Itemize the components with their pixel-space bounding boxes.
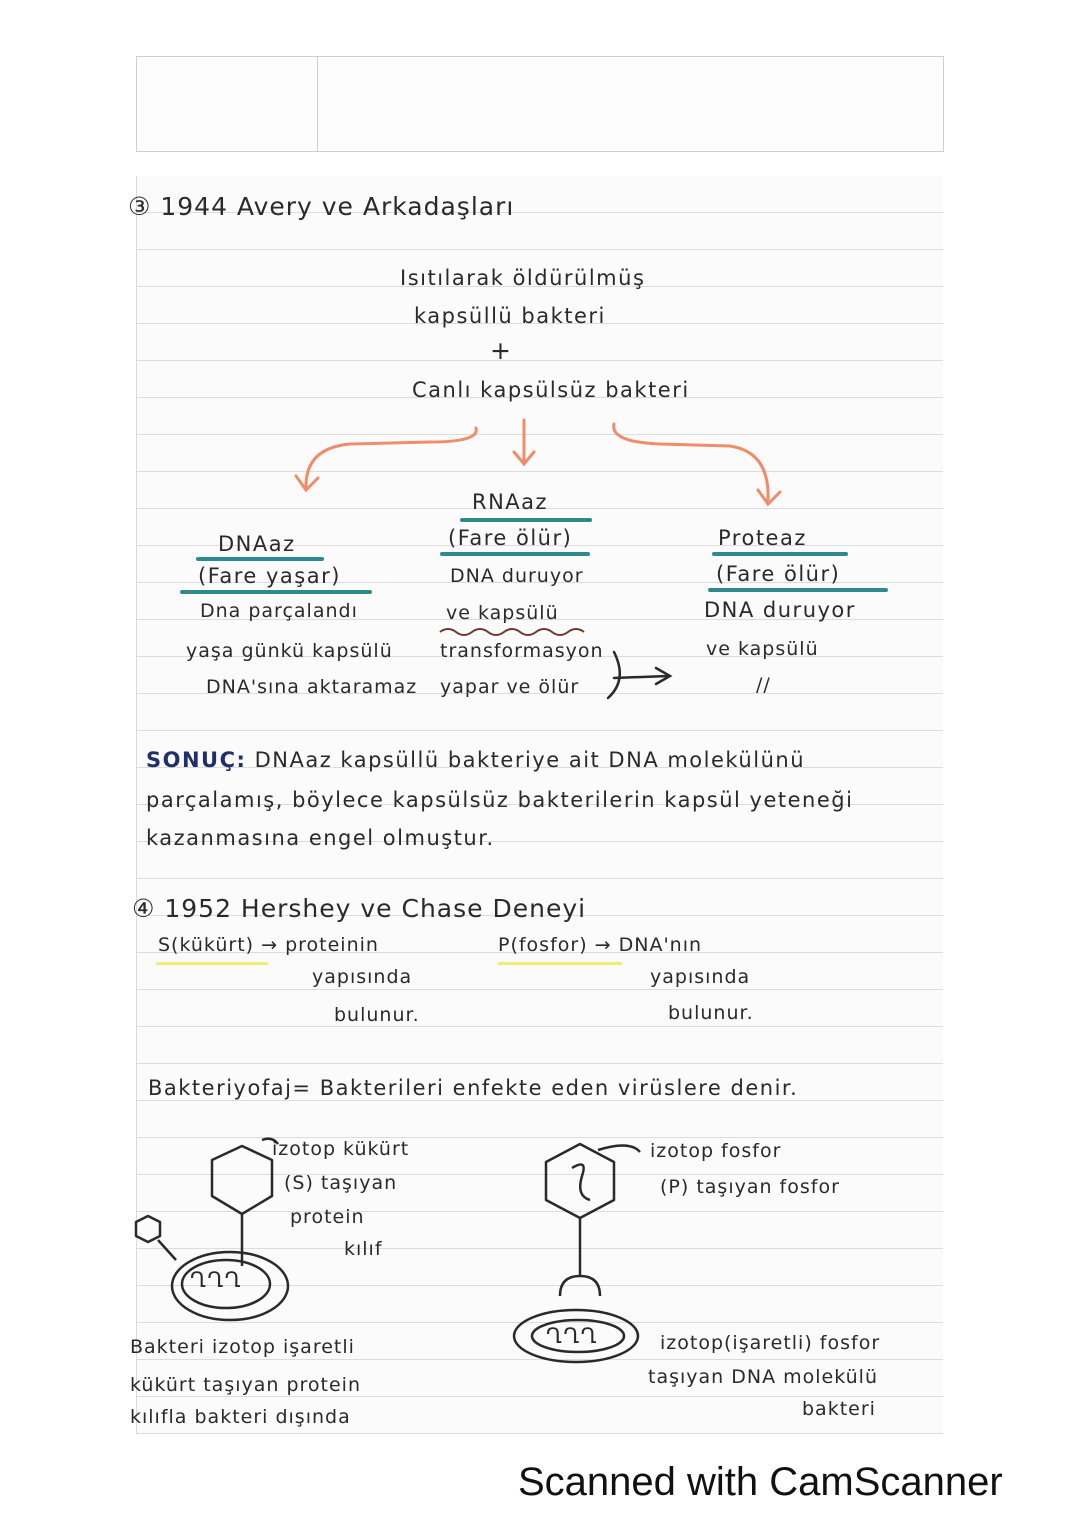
proteaz-result: (Fare ölür) bbox=[716, 562, 841, 586]
right-inner: ՂՂՂ bbox=[546, 1324, 598, 1348]
setup-plus: + bbox=[490, 336, 512, 365]
left-label1: izotop kükürt bbox=[272, 1138, 410, 1160]
scanner-watermark: Scanned with CamScanner bbox=[518, 1460, 1003, 1504]
right-caption2: taşıyan DNA molekülü bbox=[648, 1366, 879, 1388]
left-phage-head bbox=[212, 1146, 272, 1214]
conclusion-line2: parçalamış, böylece kapsülsüz bakterilerin kapsül yeteneği bbox=[146, 788, 854, 812]
bacteriophage-definition: Bakteriyofaj= Bakterileri enfekte eden virüslere denir. bbox=[148, 1076, 799, 1100]
left-caption3: kılıfla bakteri dışında bbox=[130, 1406, 351, 1428]
arrow-left bbox=[306, 428, 476, 488]
conclusion-label: SONUÇ: bbox=[146, 748, 247, 772]
dnaaz-label: DNAaz bbox=[218, 532, 296, 556]
transformation-arrow bbox=[608, 652, 670, 698]
left-label2: (S) taşıyan bbox=[284, 1172, 398, 1194]
setup-line1: Isıtılarak öldürülmüş bbox=[400, 266, 646, 290]
arrow-right bbox=[614, 424, 768, 500]
section4-title: ④ 1952 Hershey ve Chase Deneyi bbox=[132, 894, 587, 923]
left-label4: kılıf bbox=[344, 1238, 383, 1260]
right-phage bbox=[514, 1144, 640, 1362]
proteaz-line1: DNA duruyor bbox=[704, 598, 856, 622]
phosphor-head: P(fosfor) → DNA'nın bbox=[498, 934, 703, 956]
left-caption1: Bakteri izotop işaretli bbox=[130, 1336, 355, 1358]
setup-line3: Canlı kapsülsüz bakteri bbox=[412, 378, 690, 402]
left-phage-pointer bbox=[262, 1139, 278, 1144]
small-hexagon-tail bbox=[158, 1240, 176, 1260]
rnaaz-line3: transformasyon bbox=[440, 640, 604, 662]
phosphor-line2: yapısında bbox=[650, 966, 751, 988]
rnaaz-label: RNAaz bbox=[472, 490, 549, 514]
dnaaz-line3: DNA'sına aktaramaz bbox=[206, 676, 418, 698]
sulfur-head: S(kükürt) → proteinin bbox=[158, 934, 379, 956]
rnaaz-result: (Fare ölür) bbox=[448, 526, 573, 550]
proteaz-line2: ve kapsülü bbox=[706, 638, 819, 660]
left-caption2: kükürt taşıyan protein bbox=[130, 1374, 361, 1396]
conclusion-line3: kazanmasına engel olmuştur. bbox=[146, 826, 495, 850]
setup-line2: kapsüllü bakteri bbox=[414, 304, 606, 328]
left-label3: protein bbox=[290, 1206, 365, 1228]
right-phage-base bbox=[560, 1276, 600, 1296]
rnaaz-line1: DNA duruyor bbox=[450, 565, 584, 587]
right-phage-pointer bbox=[598, 1145, 640, 1152]
phosphor-line3: bulunur. bbox=[668, 1002, 754, 1024]
right-phage-dna bbox=[572, 1164, 590, 1200]
left-phage bbox=[136, 1139, 288, 1320]
dnaaz-result: (Fare yaşar) bbox=[198, 564, 341, 588]
right-caption3: bakteri bbox=[802, 1398, 876, 1420]
rnaaz-line2: ve kapsülü bbox=[446, 602, 559, 624]
proteaz-line3: // bbox=[756, 674, 771, 696]
dnaaz-line2: yaşa günkü kapsülü bbox=[186, 640, 393, 662]
right-caption1: izotop(işaretli) fosfor bbox=[660, 1332, 881, 1354]
right-label2: (P) taşıyan fosfor bbox=[660, 1176, 840, 1198]
right-label1: izotop fosfor bbox=[650, 1140, 782, 1162]
rnaaz-line4: yapar ve ölür bbox=[440, 676, 580, 698]
small-hexagon bbox=[136, 1216, 160, 1242]
conclusion-text1: DNAaz kapsüllü bakteriye ait DNA molekülünü bbox=[254, 748, 806, 772]
right-bacterium-inner bbox=[532, 1320, 624, 1352]
wavy-underline bbox=[440, 629, 584, 635]
proteaz-label: Proteaz bbox=[718, 526, 807, 550]
sulfur-line3: bulunur. bbox=[334, 1004, 420, 1026]
section3-title: ③ 1944 Avery ve Arkadaşları bbox=[128, 192, 515, 221]
split-arrows bbox=[296, 420, 780, 504]
left-bacterium-inner bbox=[182, 1260, 270, 1308]
dnaaz-line1: Dna parçalandı bbox=[200, 600, 358, 622]
sulfur-line2: yapısında bbox=[312, 966, 413, 988]
left-inner: ՂՂՂ bbox=[190, 1268, 242, 1292]
